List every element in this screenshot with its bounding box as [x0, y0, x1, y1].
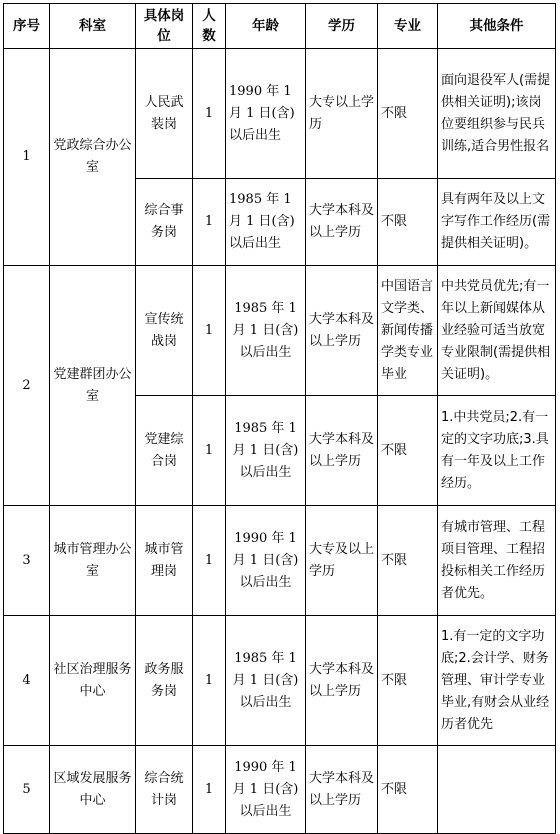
row-edu: 大学本科及以上学历 — [306, 396, 378, 506]
row-edu: 大学本科及以上学历 — [306, 616, 378, 746]
table-row — [4, 746, 556, 834]
row-edu: 大学本科及以上学历 — [306, 746, 378, 834]
row-major: 不限 — [378, 49, 438, 179]
row-count: 1 — [193, 616, 226, 746]
row-no: 3 — [4, 506, 50, 616]
row-other: 面向退役军人(需提供相关证明);该岗位要组织参与民兵训练,适合男性报名 — [438, 49, 556, 179]
row-post: 综合统计岗 — [136, 746, 193, 834]
row-major: 不限 — [378, 746, 438, 834]
row-major: 不限 — [378, 396, 438, 506]
row-edu: 大学本科及以上学历 — [306, 266, 378, 396]
row-major: 不限 — [378, 506, 438, 616]
row-count: 1 — [193, 179, 226, 266]
row-dept: 党建群团办公室 — [50, 266, 136, 506]
row-post: 人民武装岗 — [136, 49, 193, 179]
row-dept: 社区治理服务中心 — [50, 616, 136, 746]
row-post: 宣传统战岗 — [136, 266, 193, 396]
table-row — [4, 506, 556, 616]
row-no: 5 — [4, 746, 50, 834]
header-post: 具体岗位 — [136, 4, 193, 49]
row-no: 4 — [4, 616, 50, 746]
row-count: 1 — [193, 396, 226, 506]
row-edu: 大学本科及以上学历 — [306, 179, 378, 266]
header-edu: 学历 — [306, 4, 378, 49]
row-count: 1 — [193, 746, 226, 834]
row-post: 党建综合岗 — [136, 396, 193, 506]
row-other: 有城市管理、工程项目管理、工程招投标相关工作经历者优先。 — [438, 506, 556, 616]
row-other: 中共党员优先;有一年以上新闻媒体从业经验可适当放宽专业限制(需提供相关证明)。 — [438, 266, 556, 396]
row-post: 城市管理岗 — [136, 506, 193, 616]
header-other: 其他条件 — [438, 4, 556, 49]
row-post: 综合事务岗 — [136, 179, 193, 266]
row-age: 1990 年 1 月 1 日(含)以后出生 — [226, 506, 306, 616]
table-row — [4, 49, 556, 179]
row-age: 1985 年 1 月 1 日(含)以后出生 — [226, 616, 306, 746]
row-no: 1 — [4, 49, 50, 266]
row-other: 1.中共党员;2.有一定的文字功底;3.具有一年及以上工作经历。 — [438, 396, 556, 506]
row-age: 1990 年 1 月 1 日(含)以后出生 — [226, 49, 306, 179]
row-post: 政务服务岗 — [136, 616, 193, 746]
row-major: 不限 — [378, 616, 438, 746]
row-count: 1 — [193, 266, 226, 396]
row-major: 不限 — [378, 179, 438, 266]
row-age: 1985 年 1 月 1 日(含)以后出生 — [226, 266, 306, 396]
row-edu: 大专以上学历 — [306, 49, 378, 179]
row-no: 2 — [4, 266, 50, 506]
header-row — [4, 4, 556, 49]
row-dept: 区域发展服务中心 — [50, 746, 136, 834]
row-count: 1 — [193, 49, 226, 179]
header-count: 人数 — [193, 4, 226, 49]
header-dept: 科室 — [50, 4, 136, 49]
row-count: 1 — [193, 506, 226, 616]
row-age: 1990 年 1 月 1 日(含)以后出生 — [226, 746, 306, 834]
header-major: 专业 — [378, 4, 438, 49]
table-row — [4, 266, 556, 396]
row-age: 1985 年 1 月 1 日(含)以后出生 — [226, 396, 306, 506]
header-age: 年龄 — [226, 4, 306, 49]
header-no: 序号 — [4, 4, 50, 49]
row-dept: 城市管理办公室 — [50, 506, 136, 616]
row-other: 1.有一定的文字功底;2.会计学、财务管理、审计学专业毕业,有财会从业经历者优先 — [438, 616, 556, 746]
table-row — [4, 616, 556, 746]
row-dept: 党政综合办公室 — [50, 49, 136, 266]
row-other: 具有两年及以上文字写作工作经历(需提供相关证明)。 — [438, 179, 556, 266]
row-age: 1985 年 1 月 1 日(含)以后出生 — [226, 179, 306, 266]
positions-table — [3, 3, 556, 834]
row-edu: 大专及以上学历 — [306, 506, 378, 616]
row-major: 中国语言文学类、新闻传播学类专业毕业 — [378, 266, 438, 396]
row-other — [438, 746, 556, 834]
